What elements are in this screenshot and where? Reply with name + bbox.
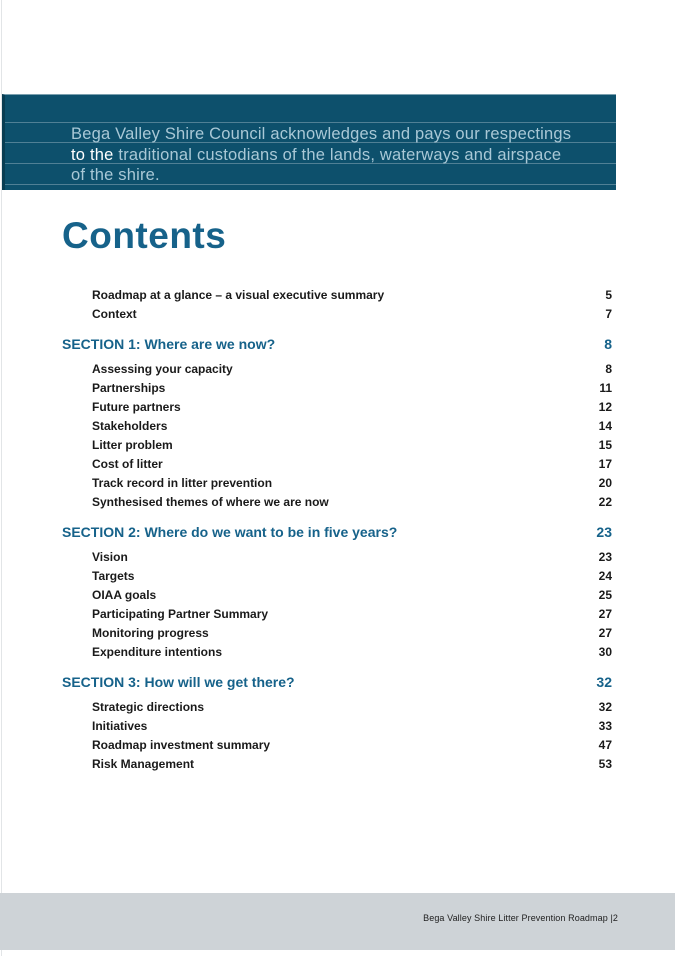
toc-item-page: 32 xyxy=(598,699,612,714)
toc-item-label: Monitoring progress xyxy=(92,625,209,640)
toc-list xyxy=(62,285,612,773)
toc-item-page: 27 xyxy=(598,606,612,621)
toc-group xyxy=(62,661,612,773)
toc-item[interactable] xyxy=(62,604,612,623)
banner-line-3: of the shire. xyxy=(71,166,160,185)
toc-item[interactable] xyxy=(62,547,612,566)
toc-section-label: SECTION 3: How will we get there? xyxy=(62,674,295,690)
toc-item-page: 24 xyxy=(598,568,612,583)
toc-item-page: 30 xyxy=(598,644,612,659)
toc-item-page: 7 xyxy=(605,306,612,321)
toc-item[interactable] xyxy=(62,697,612,716)
toc-item-page: 33 xyxy=(598,718,612,733)
toc-item-page: 14 xyxy=(598,418,612,433)
toc-item-label: Initiatives xyxy=(92,718,148,733)
toc-item[interactable] xyxy=(62,566,612,585)
toc-item[interactable] xyxy=(62,642,612,661)
toc-item[interactable] xyxy=(62,304,612,323)
toc-section-label: SECTION 2: Where do we want to be in five years? xyxy=(62,524,398,540)
toc-item[interactable] xyxy=(62,416,612,435)
toc-group xyxy=(62,511,612,661)
toc-section-heading[interactable] xyxy=(62,523,612,541)
footer-text: Bega Valley Shire Litter Prevention Roadmap |2 xyxy=(423,913,618,923)
toc-item[interactable] xyxy=(62,378,612,397)
toc-item[interactable] xyxy=(62,623,612,642)
banner-line-1: Bega Valley Shire Council acknowledges and pays our respectings xyxy=(71,125,572,143)
toc-item-label: Strategic directions xyxy=(92,699,205,714)
toc-item[interactable] xyxy=(62,735,612,754)
toc-item[interactable] xyxy=(62,285,612,304)
toc-item-label: Track record in litter prevention xyxy=(92,475,273,490)
toc-item-page: 53 xyxy=(598,756,612,771)
toc-section-page: 32 xyxy=(596,674,612,690)
toc-item-label: Roadmap investment summary xyxy=(92,737,271,752)
toc-item-page: 17 xyxy=(598,456,612,471)
toc-item-label: Expenditure intentions xyxy=(92,644,223,659)
toc-item-page: 47 xyxy=(598,737,612,752)
footer-bar xyxy=(0,893,675,950)
toc-item-page: 15 xyxy=(598,437,612,452)
toc-item-label: Risk Management xyxy=(92,756,195,771)
toc-item-label: Vision xyxy=(92,549,128,564)
toc-item-label: Partnerships xyxy=(92,380,166,395)
contents-title: Contents xyxy=(62,215,227,256)
toc-section-label: SECTION 1: Where are we now? xyxy=(62,336,276,352)
banner-line-2-lead: to the xyxy=(71,145,114,164)
toc-item-label: Litter problem xyxy=(92,437,173,452)
toc-item-label: Synthesised themes of where we are now xyxy=(92,494,329,509)
toc-item-page: 20 xyxy=(598,475,612,490)
toc-group xyxy=(62,285,612,323)
toc-item-label: Assessing your capacity xyxy=(92,361,233,376)
banner-line-2 xyxy=(71,145,571,166)
toc-section-heading[interactable] xyxy=(62,335,612,353)
toc-section-page: 23 xyxy=(596,524,612,540)
toc-item[interactable] xyxy=(62,492,612,511)
toc-item-label: OIAA goals xyxy=(92,587,157,602)
toc-item-label: Context xyxy=(92,306,137,321)
toc-item-label: Future partners xyxy=(92,399,181,414)
toc-item-label: Participating Partner Summary xyxy=(92,606,269,621)
toc-item-page: 5 xyxy=(605,287,612,302)
toc-item[interactable] xyxy=(62,359,612,378)
toc-item[interactable] xyxy=(62,473,612,492)
toc-item-label: Roadmap at a glance – a visual executive summary xyxy=(92,287,385,302)
toc-item-label: Stakeholders xyxy=(92,418,168,433)
toc-item-page: 25 xyxy=(598,587,612,602)
toc-item[interactable] xyxy=(62,397,612,416)
toc-item[interactable] xyxy=(62,585,612,604)
toc-item[interactable] xyxy=(62,435,612,454)
toc-item-page: 11 xyxy=(599,380,612,395)
toc-item-page: 22 xyxy=(598,494,612,509)
toc-item-page: 23 xyxy=(598,549,612,564)
acknowledgement-text xyxy=(71,124,571,186)
toc-group xyxy=(62,323,612,511)
banner-line-2-rest: traditional custodians of the lands, waterways and airspace xyxy=(118,145,562,164)
toc-item-label: Cost of litter xyxy=(92,456,163,471)
toc-item-page: 27 xyxy=(598,625,612,640)
toc-item[interactable] xyxy=(62,454,612,473)
toc-item-label: Targets xyxy=(92,568,135,583)
toc-section-page: 8 xyxy=(604,336,612,352)
toc-item[interactable] xyxy=(62,754,612,773)
toc-item[interactable] xyxy=(62,716,612,735)
toc-item-page: 12 xyxy=(598,399,612,414)
toc-section-heading[interactable] xyxy=(62,673,612,691)
banner-stripe xyxy=(5,122,616,123)
acknowledgement-banner xyxy=(2,94,616,190)
toc-item-page: 8 xyxy=(605,361,612,376)
